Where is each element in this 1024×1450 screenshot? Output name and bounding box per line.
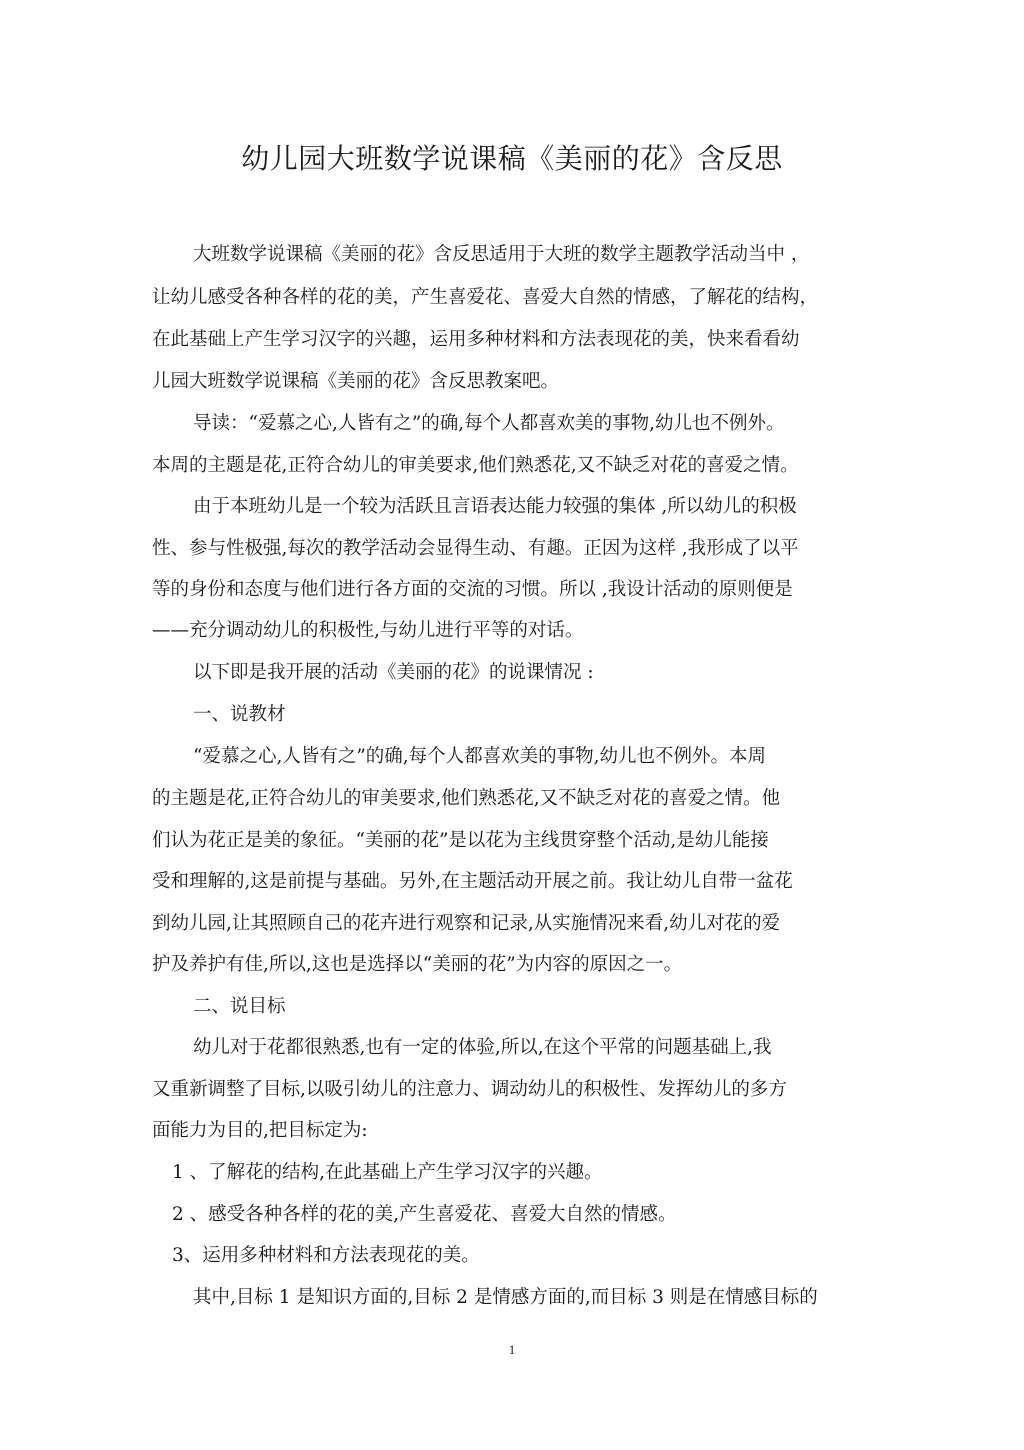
body-line: 儿园大班数学说课稿《美丽的花》含反思教案吧。 xyxy=(152,371,560,392)
section-heading: 二、说目标 xyxy=(193,996,286,1017)
body-line: 由于本班幼儿是一个较为活跃且言语表达能力较强的集体 ,所以幼儿的积极 xyxy=(193,496,797,517)
body-line: 幼儿对于花都很熟悉,也有一定的体验,所以,在这个平常的问题基础上,我 xyxy=(193,1037,772,1058)
body-line: 受和理解的,这是前提与基础。另外,在主题活动开展之前。我让幼儿自带一盆花 xyxy=(152,871,793,892)
body-line: 导读：“爱慕之心,人皆有之”的确,每个人都喜欢美的事物,幼儿也不例外。 xyxy=(193,413,785,434)
body-line: 本周的主题是花,正符合幼儿的审美要求,他们熟悉花,又不缺乏对花的喜爱之情。 xyxy=(152,455,799,476)
body-line: 以下即是我开展的活动《美丽的花》的说课情况 : xyxy=(193,662,594,683)
page-number: 1 xyxy=(508,1342,516,1357)
list-item: 1 、了解花的结构,在此基础上产生学习汉字的兴趣。 xyxy=(172,1162,603,1183)
body-line: ——充分调动幼儿的积极性,与幼儿进行平等的对话。 xyxy=(152,620,584,641)
body-line: 让幼儿感受各种各样的花的美，产生喜爱花、喜爱大自然的情感，了解花的结构， xyxy=(152,287,819,308)
body-line: 其中,目标 1 是知识方面的,目标 2 是情感方面的,而目标 3 则是在情感目标的 xyxy=(193,1287,818,1308)
body-line: “爱慕之心,人皆有之”的确,每个人都喜欢美的事物,幼儿也不例外。本周 xyxy=(193,746,767,767)
list-item: 3、运用多种材料和方法表现花的美。 xyxy=(172,1245,480,1266)
body-line: 的主题是花,正符合幼儿的审美要求,他们熟悉花,又不缺乏对花的喜爱之情。他 xyxy=(152,788,781,809)
body-line: 们认为花正是美的象征。“美丽的花”是以花为主线贯穿整个活动,是幼儿能接 xyxy=(152,830,769,851)
document-title: 幼儿园大班数学说课稿《美丽的花》含反思 xyxy=(241,142,783,175)
list-item: 2 、感受各种各样的花的美,产生喜爱花、喜爱大自然的情感。 xyxy=(172,1204,677,1225)
section-heading: 一、说教材 xyxy=(193,704,286,725)
body-line: 护及养护有佳,所以,这也是选择以“美丽的花”为内容的原因之一。 xyxy=(152,954,683,975)
body-line: 到幼儿园,让其照顾自己的花卉进行观察和记录,从实施情况来看,幼儿对花的爱 xyxy=(152,913,781,934)
body-line: 面能力为目的,把目标定为: xyxy=(152,1120,368,1141)
body-line: 大班数学说课稿《美丽的花》含反思适用于大班的数学主题教学活动当中 ， xyxy=(193,244,810,265)
body-line: 性、参与性极强,每次的教学活动会显得生动、有趣。正因为这样 ,我形成了以平 xyxy=(152,538,799,559)
body-line: 又重新调整了目标,以吸引幼儿的注意力、调动幼儿的积极性、发挥幼儿的多方 xyxy=(152,1079,787,1100)
body-line: 在此基础上产生学习汉字的兴趣，运用多种材料和方法表现花的美，快来看看幼 xyxy=(152,329,800,350)
body-line: 等的身份和态度与他们进行各方面的交流的习惯。所以 ,我设计活动的原则便是 xyxy=(152,579,793,600)
